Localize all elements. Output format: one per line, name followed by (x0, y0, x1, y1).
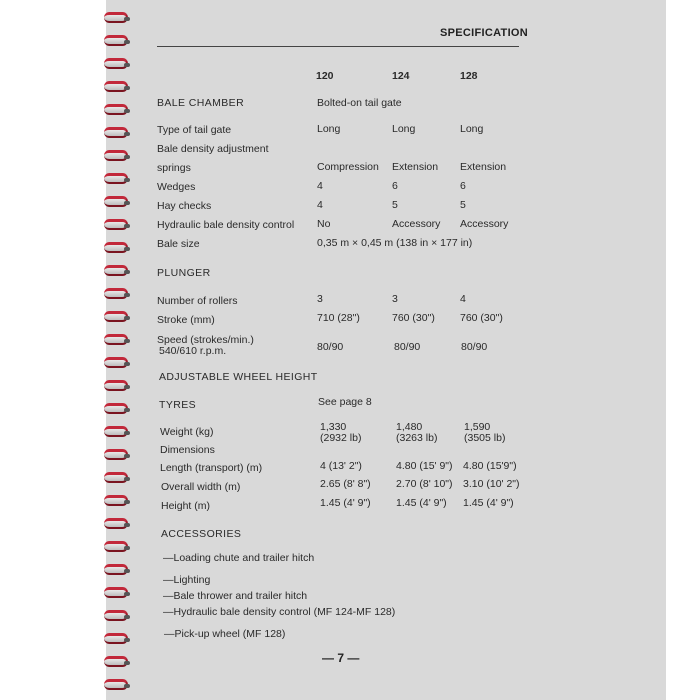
header-rule (157, 46, 519, 47)
cell-value: 2.70 (8' 10") (396, 478, 453, 490)
bale-size-value: 0,35 m × 0,45 m (138 in × 177 in) (317, 237, 473, 249)
binding-coil (104, 127, 128, 138)
row-label: Hydraulic bale density control (157, 219, 295, 231)
page-number: — 7 — (322, 651, 360, 665)
cell-value: Long (317, 123, 341, 135)
binding-coil (104, 679, 128, 690)
binding-coil (104, 449, 128, 460)
cell-value: 4 (317, 199, 323, 211)
row-label-speed: Speed (strokes/min.) (157, 334, 254, 346)
cell-value: (2932 lb) (320, 432, 362, 444)
cell-value: 6 (392, 180, 398, 192)
cell-value: 1.45 (4' 9") (396, 497, 447, 509)
binding-coil (104, 541, 128, 552)
binding-coil (104, 587, 128, 598)
cell-value: Extension (392, 161, 439, 173)
section-title-tyres: TYRES (159, 399, 197, 411)
cell-value: (3505 lb) (464, 432, 506, 444)
row-label-dimensions: Dimensions (160, 444, 215, 456)
binding-coil (104, 426, 128, 437)
cell-value: 1,330 (320, 421, 347, 433)
row-label: Hay checks (157, 200, 212, 212)
bale-chamber-subtitle: Bolted-on tail gate (317, 97, 402, 109)
cell-value: Accessory (392, 218, 441, 230)
cell-value: 1,480 (396, 421, 423, 433)
row-label: Stroke (mm) (157, 314, 215, 326)
binding-coil (104, 656, 128, 667)
section-title-wheel-height: ADJUSTABLE WHEEL HEIGHT (159, 371, 318, 383)
cell-value: 3 (317, 293, 323, 305)
cell-value: 6 (460, 180, 466, 192)
binding-coil (104, 633, 128, 644)
binding-coil (104, 12, 128, 23)
binding-coil (104, 495, 128, 506)
binding-coil (104, 610, 128, 621)
row-label: springs (157, 162, 191, 174)
binding-coil (104, 334, 128, 345)
row-label: Overall width (m) (161, 481, 241, 493)
binding-coil (104, 311, 128, 322)
cell-value: 5 (460, 199, 466, 211)
row-label: Length (transport) (m) (160, 462, 263, 474)
cell-value: Long (460, 123, 484, 135)
row-label: Type of tail gate (157, 124, 232, 136)
cell-value: 80/90 (317, 341, 344, 353)
binding-coil (104, 403, 128, 414)
section-title-bale-chamber: BALE CHAMBER (157, 97, 245, 109)
binding-coil (104, 265, 128, 276)
cell-value: 4 (317, 180, 323, 192)
binding-coil (104, 196, 128, 207)
cell-value: 1.45 (4' 9") (463, 497, 514, 509)
page-title: SPECIFICATION (440, 27, 529, 39)
column-header-128: 128 (460, 70, 478, 82)
binding-coil (104, 150, 128, 161)
cell-value: 710 (28") (317, 312, 360, 324)
row-label-bale-size: Bale size (157, 238, 200, 250)
cell-value: 80/90 (461, 341, 488, 353)
list-item: —Pick-up wheel (MF 128) (164, 628, 286, 640)
binding-coil (104, 242, 128, 253)
cell-value: Long (392, 123, 416, 135)
binding-coil (104, 35, 128, 46)
binding-coil (104, 380, 128, 391)
row-label: Bale density adjustment (157, 143, 269, 155)
cell-value: 760 (30") (460, 312, 503, 324)
row-label: Wedges (157, 181, 196, 193)
cell-value: Extension (460, 161, 507, 173)
list-item: —Bale thrower and trailer hitch (163, 590, 308, 602)
cell-value: Accessory (460, 218, 509, 230)
cell-value: 1,590 (464, 421, 491, 433)
cell-value: 3.10 (10' 2") (463, 478, 520, 490)
row-label-weight: Weight (kg) (160, 426, 214, 438)
binding-coil (104, 518, 128, 529)
spiral-binding (104, 0, 134, 700)
list-item: —Hydraulic bale density control (MF 124-MF 128) (163, 606, 396, 618)
cell-value: 4 (13' 2") (320, 460, 362, 472)
cell-value: Compression (317, 161, 379, 173)
column-header-120: 120 (316, 70, 334, 82)
cell-value: 5 (392, 199, 398, 211)
binding-coil (104, 357, 128, 368)
cell-value: 1.45 (4' 9") (320, 497, 371, 509)
row-label: Height (m) (161, 500, 211, 512)
section-title-plunger: PLUNGER (157, 267, 211, 279)
row-label-speed-rpm: 540/610 r.p.m. (159, 345, 227, 357)
binding-coil (104, 81, 128, 92)
column-header-124: 124 (392, 70, 410, 82)
list-item: —Lighting (163, 574, 211, 586)
binding-coil (104, 288, 128, 299)
list-item: —Loading chute and trailer hitch (163, 552, 315, 564)
cell-value: 4.80 (15'9") (463, 460, 517, 472)
binding-coil (104, 219, 128, 230)
section-title-accessories: ACCESSORIES (161, 528, 242, 540)
binding-coil (104, 104, 128, 115)
binding-coil (104, 472, 128, 483)
cell-value: 3 (392, 293, 398, 305)
binding-coil (104, 173, 128, 184)
cell-value: (3263 lb) (396, 432, 438, 444)
cell-value: 4.80 (15' 9") (396, 460, 453, 472)
cell-value: No (317, 218, 331, 230)
tyres-note: See page 8 (318, 396, 372, 408)
row-label: Number of rollers (157, 295, 238, 307)
cell-value: 2.65 (8' 8") (320, 478, 371, 490)
cell-value: 4 (460, 293, 466, 305)
binding-coil (104, 564, 128, 575)
cell-value: 80/90 (394, 341, 421, 353)
cell-value: 760 (30") (392, 312, 435, 324)
binding-coil (104, 58, 128, 69)
